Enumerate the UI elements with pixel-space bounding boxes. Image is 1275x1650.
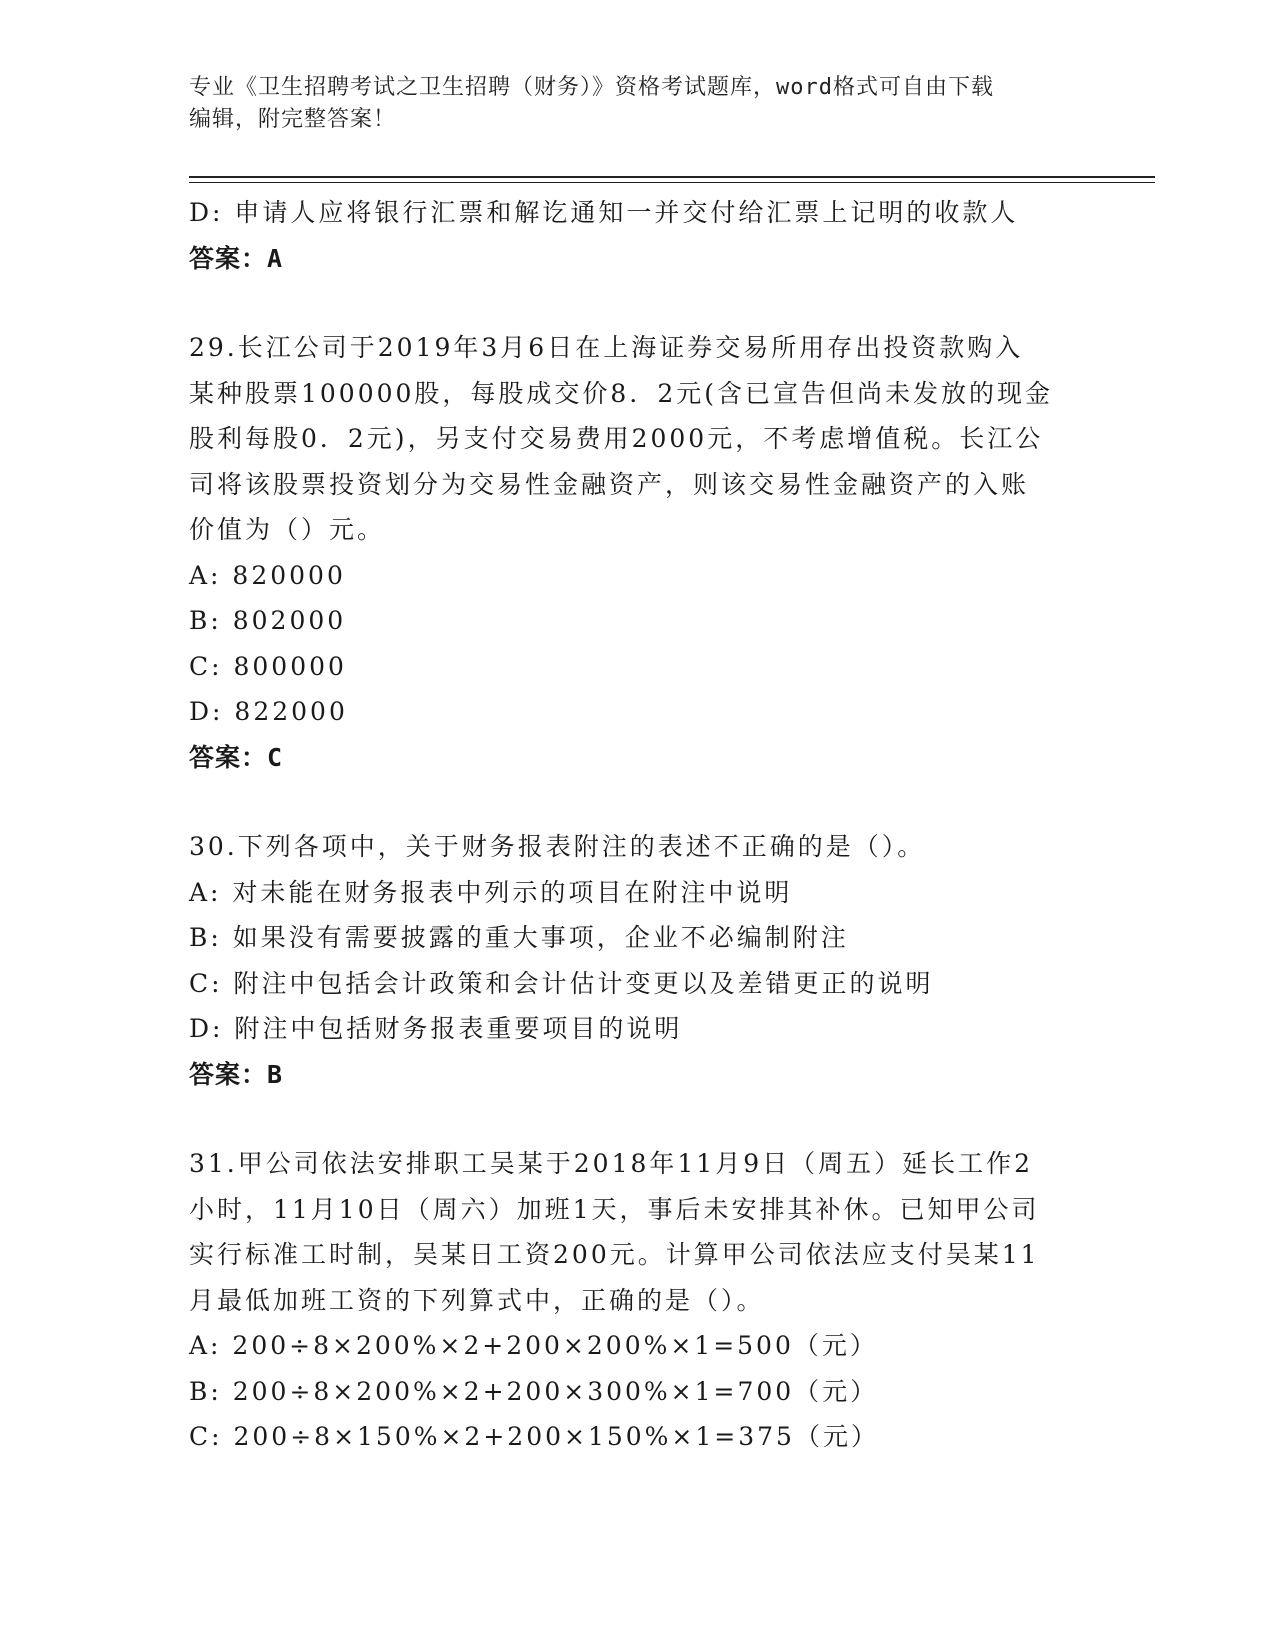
page-header: [189, 72, 1069, 136]
header-line-2: 编辑，附完整答案！: [189, 107, 397, 132]
question-text-line: 价值为（）元。: [189, 515, 386, 544]
question-text-line: 小时，11月10日（周六）加班1天，事后未安排其补休。已知甲公司: [189, 1194, 1040, 1224]
option-a: A: 820000: [189, 560, 346, 590]
option-c: C: 200÷8×150%×2+200×150%×1=375（元）: [189, 1422, 879, 1451]
question-content: [189, 190, 1089, 1460]
option-b: B: 如果没有需要披露的重大事项，企业不必编制附注: [189, 923, 849, 952]
option-b: B: 802000: [189, 606, 347, 635]
option-d: D: 附注中包括财务报表重要项目的说明: [189, 1014, 683, 1043]
header-line-1: 专业《卫生招聘考试之卫生招聘（财务）》资格考试题库，word格式可自由下载: [189, 75, 994, 100]
option-b: B: 200÷8×200%×2+200×300%×1=700（元）: [189, 1376, 879, 1406]
question-30: [189, 824, 1089, 1097]
question-text-line: 31.甲公司依法安排职工吴某于2018年11月9日（周五）延长工作2: [189, 1149, 1034, 1178]
question-31: [189, 1141, 1089, 1460]
answer-line: 答案：B: [189, 1059, 284, 1089]
question-text-line: 30.下列各项中，关于财务报表附注的表述不正确的是（）。: [189, 832, 926, 861]
question-text-line: 29.长江公司于2019年3月6日在上海证券交易所用存出投资款购入: [189, 333, 1024, 362]
option-d: D: 申请人应将银行汇票和解讫通知一并交付给汇票上记明的收款人: [189, 198, 1019, 227]
question-text-line: 司将该股票投资划分为交易性金融资产，则该交易性金融资产的入账: [189, 469, 1030, 499]
option-a: A: 200÷8×200%×2+200×200%×1=500（元）: [189, 1331, 878, 1360]
option-a: A: 对未能在财务报表中列示的项目在附注中说明: [189, 877, 793, 907]
answer-line: 答案：C: [189, 742, 284, 772]
header-divider-thick: [189, 176, 1155, 178]
question-text-line: 股利每股0．2元)，另支付交易费用2000元，不考虑增值税。长江公: [189, 424, 1044, 453]
question-text-line: 某种股票100000股，每股成交价8．2元(含已宣告但尚未发放的现金: [189, 378, 1054, 408]
header-divider-thin: [189, 182, 1155, 183]
question-text-line: 月最低加班工资的下列算式中，正确的是（）。: [189, 1285, 765, 1315]
previous-question-tail: [189, 190, 1089, 281]
answer-line: 答案：A: [189, 243, 284, 273]
option-c: C: 800000: [189, 651, 347, 681]
question-29: [189, 325, 1089, 780]
option-d: D: 822000: [189, 697, 348, 726]
option-c: C: 附注中包括会计政策和会计估计变更以及差错更正的说明: [189, 968, 934, 998]
question-text-line: 实行标准工时制，吴某日工资200元。计算甲公司依法应支付吴某11: [189, 1240, 1040, 1269]
